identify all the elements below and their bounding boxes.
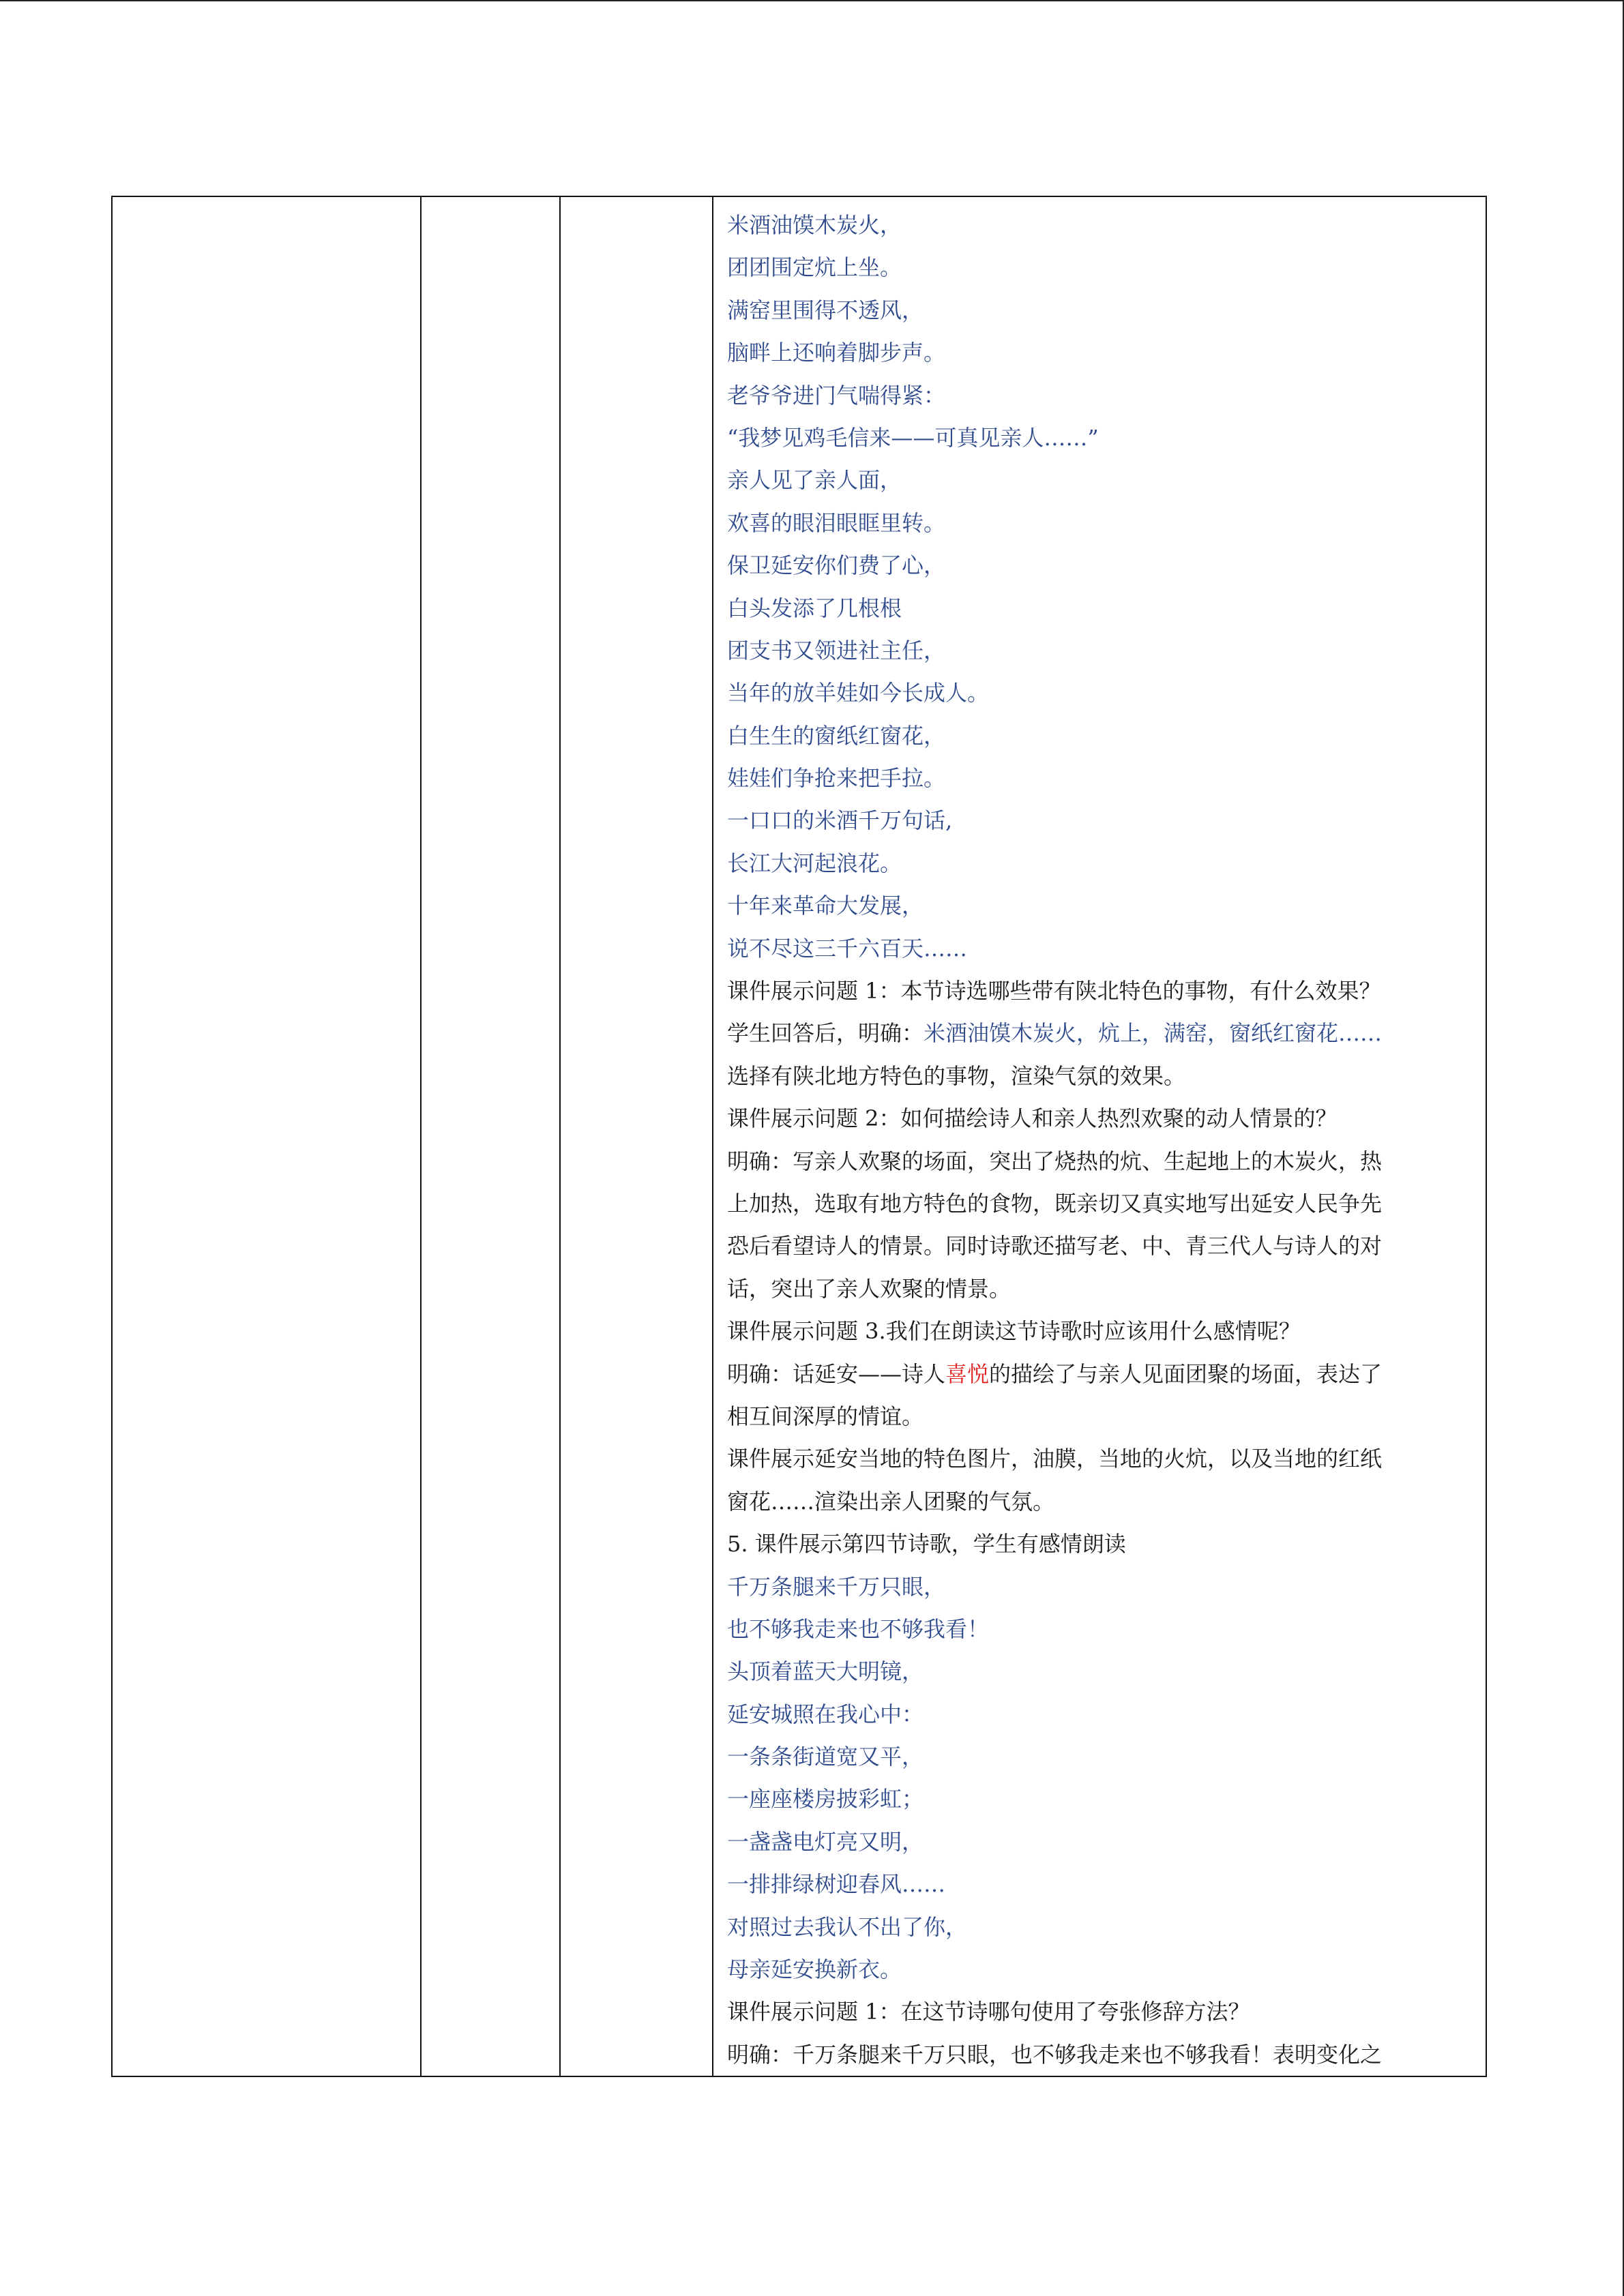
poem-line: 亲人见了亲人面， [727,467,902,494]
empty-cell-2 [421,196,560,2076]
poem-line: 说不尽这三千六百天…… [727,935,968,961]
answer-2-line: 恐后看望诗人的情景。同时诗歌还描写老、中、青三代人与诗人的对 [727,1233,1383,1259]
poem-line: 也不够我走来也不够我看！ [727,1615,990,1642]
poem-line: 欢喜的眼泪眼眶里转。 [727,509,946,536]
poem-line: 一口口的米酒千万句话, [727,807,953,834]
answer-1-line [727,1012,1472,1054]
answer-2-line: 上加热，选取有地方特色的食物，既亲切又真实地写出延安人民争先 [727,1190,1383,1217]
poem-line: 长江大河起浪花。 [727,850,902,876]
answer-3-emphasis: 喜悦 [945,1360,990,1387]
poem-line: 千万条腿来千万只眼， [727,1573,946,1600]
question-2: 课件展示问题 2：如何描绘诗人和亲人热烈欢聚的动人情景的？ [727,1105,1338,1132]
pictures-line: 窗花……渲染出亲人团聚的气氛。 [727,1488,1055,1515]
poem-line: 母亲延安换新衣。 [727,1956,902,1983]
poem-line: 白头发添了几根根 [727,595,902,621]
poem-line: “我梦见鸡毛信来——可真见亲人……” [727,424,1099,451]
answer-4-line: 明确：千万条腿来千万只眼，也不够我走来也不够我看！表明变化之 [727,2041,1383,2068]
poem-line: 老爷爷进门气喘得紧： [727,382,946,408]
poem-line: 当年的放羊娃如今长成人。 [727,680,990,706]
question-3: 课件展示问题 3.我们在朗读这节诗歌时应该用什么感情呢？ [727,1318,1301,1345]
empty-cell-1 [112,196,421,2076]
step-5-heading: 5. 课件展示第四节诗歌，学生有感情朗读 [727,1531,1126,1557]
poem-line: 白生生的窗纸红窗花， [727,722,946,749]
poem-stanza-4 [727,1566,1472,1991]
answer-3-prefix: 明确：话延安——诗人 [727,1360,946,1387]
empty-cell-3 [560,196,713,2076]
answer-2-line: 明确：写亲人欢聚的场面，突出了烧热的炕、生起地上的木炭火，热 [727,1148,1383,1174]
poem-line: 脑畔上还响着脚步声。 [727,340,946,366]
poem-line: 团支书又领进社主任， [727,637,946,664]
poem-line: 头顶着蓝天大明镜， [727,1658,924,1685]
answer-2-line: 话，突出了亲人欢聚的情景。 [727,1275,1012,1302]
poem-line: 一排排绿树迎春风…… [727,1871,946,1898]
poem-line: 一座座楼房披彩虹； [727,1786,924,1813]
answer-1-prefix: 学生回答后，明确： [727,1020,924,1047]
question-1: 课件展示问题 1：本节诗选哪些带有陕北特色的事物，有什么效果？ [727,978,1381,1004]
poem-line: 娃娃们争抢来把手拉。 [727,765,946,792]
poem-line: 一条条街道宽又平， [727,1744,924,1770]
pictures-line: 课件展示延安当地的特色图片，油膜，当地的火炕，以及当地的红纸 [727,1446,1383,1472]
answer-1-line-2: 选择有陕北地方特色的事物，渲染气氛的效果。 [727,1062,1186,1089]
teaching-content-cell [713,196,1486,2076]
table-row [112,196,1486,2076]
page-top-border [0,0,1624,1]
poem-line: 十年来革命大发展， [727,893,924,919]
lesson-plan-table [111,196,1487,2077]
answer-3-line-2: 相互间深厚的情谊。 [727,1403,924,1429]
poem-line: 团团围定炕上坐。 [727,254,902,281]
poem-line: 满窑里围得不透风， [727,297,924,323]
poem-stanza-3 [727,204,1472,970]
poem-line: 对照过去我认不出了你， [727,1913,968,1940]
question-4: 课件展示问题 1：在这节诗哪句使用了夸张修辞方法？ [727,1999,1250,2025]
answer-3-line [727,1353,1472,1395]
poem-line: 保卫延安你们费了心， [727,552,946,579]
answer-1-highlight: 米酒油馍木炭火，炕上，满窑，窗纸红窗花…… [924,1020,1383,1047]
poem-line: 米酒油馍木炭火， [727,212,902,238]
poem-line: 一盏盏电灯亮又明， [727,1828,924,1855]
poem-line: 延安城照在我心中： [727,1701,924,1727]
answer-3-suffix: 的描绘了与亲人见面团聚的场面，表达了 [989,1360,1383,1387]
